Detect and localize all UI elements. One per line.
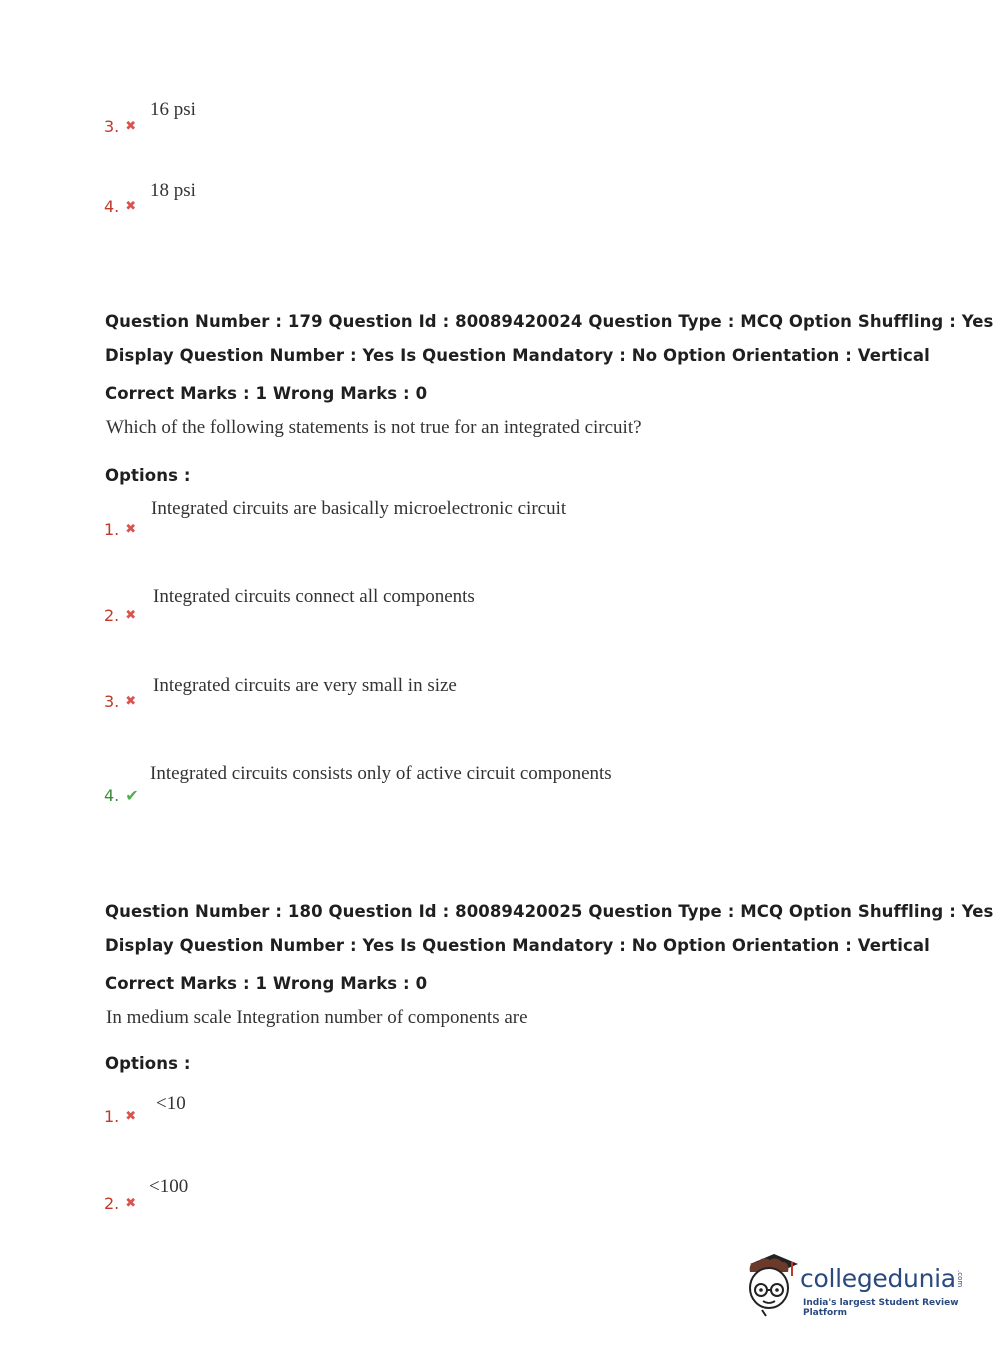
question-marks: Correct Marks : 1 Wrong Marks : 0: [105, 384, 428, 403]
option-number: 4. ✖: [104, 197, 137, 216]
cross-icon: ✖: [125, 199, 137, 214]
collegedunia-logo: [742, 1248, 972, 1318]
question-text: In medium scale Integration number of components are: [106, 1007, 528, 1028]
question-meta-line2: Display Question Number : Yes Is Question Mandatory : No Option Orientation : Vertical: [105, 936, 930, 955]
option-text: 16 psi: [150, 99, 196, 120]
option-number: 1. ✖: [104, 1107, 137, 1126]
option-text: Integrated circuits are very small in size: [153, 675, 457, 696]
question-marks: Correct Marks : 1 Wrong Marks : 0: [105, 974, 428, 993]
cross-icon: ✖: [125, 694, 137, 709]
logo-wordmark: collegedunia: [800, 1264, 956, 1293]
cross-icon: ✖: [125, 1196, 137, 1211]
logo-tagline: India's largest Student Review Platform: [803, 1298, 959, 1318]
option-number: 2. ✖: [104, 1194, 137, 1213]
option-text: <10: [156, 1093, 186, 1114]
cross-icon: ✖: [125, 522, 137, 537]
option-number: 1. ✖: [104, 520, 137, 539]
option-text: <100: [149, 1176, 189, 1197]
option-number: 2. ✖: [104, 606, 137, 625]
logo-suffix: .com: [956, 1270, 964, 1288]
option-text: 18 psi: [150, 180, 196, 201]
option-text: Integrated circuits are basically microelectronic circuit: [151, 498, 567, 519]
question-meta-line1: Question Number : 179 Question Id : 80089420024 Question Type : MCQ Option Shuffling : Yes: [105, 312, 994, 331]
option-text: Integrated circuits connect all components: [153, 586, 475, 607]
mascot-icon: [742, 1248, 802, 1318]
options-label: Options :: [105, 466, 191, 485]
question-meta-line1: Question Number : 180 Question Id : 80089420025 Question Type : MCQ Option Shuffling : Yes: [105, 902, 994, 921]
check-icon: ✔: [125, 786, 139, 805]
question-text: Which of the following statements is not true for an integrated circuit?: [106, 417, 642, 438]
option-number: 3. ✖: [104, 692, 137, 711]
option-number: 3. ✖: [104, 117, 137, 136]
cross-icon: ✖: [125, 608, 137, 623]
option-text: Integrated circuits consists only of active circuit components: [150, 763, 612, 784]
option-number: 4. ✔: [104, 786, 139, 805]
question-meta-line2: Display Question Number : Yes Is Question Mandatory : No Option Orientation : Vertical: [105, 346, 930, 365]
cross-icon: ✖: [125, 119, 137, 134]
cross-icon: ✖: [125, 1109, 137, 1124]
options-label: Options :: [105, 1054, 191, 1073]
